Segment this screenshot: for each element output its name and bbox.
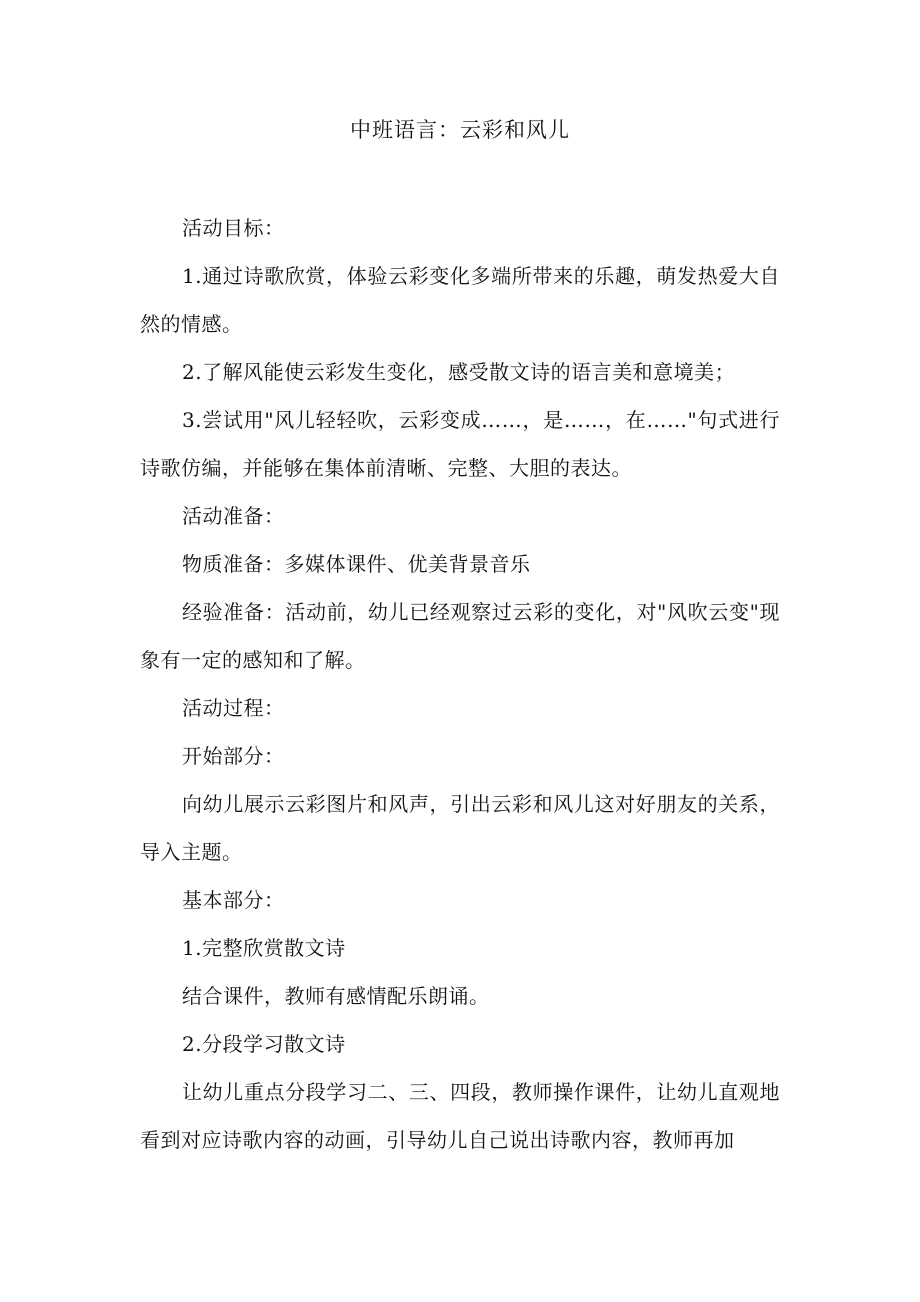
document-title: 中班语言：云彩和风儿	[350, 118, 570, 142]
experience-preparation: 经验准备：活动前，幼儿已经观察过云彩的变化，对"风吹云变"现象有一定的感知和了解。	[140, 600, 780, 672]
basic-step-2-text: 让幼儿重点分段学习二、三、四段，教师操作课件，让幼儿直观地看到对应诗歌内容的动画，引导幼儿自己说出诗歌内容，教师再加	[140, 1080, 780, 1152]
heading-activity-goals: 活动目标：	[182, 216, 285, 240]
goal-item-3: 3.尝试用"风儿轻轻吹，云彩变成……，是……，在……"句式进行诗歌仿编，并能够在集体前清晰、完整、大胆的表达。	[140, 408, 780, 480]
basic-step-1-text: 结合课件，教师有感情配乐朗诵。	[182, 984, 490, 1008]
document-body	[140, 204, 780, 1164]
heading-basic-part: 基本部分：	[182, 888, 285, 912]
opening-part-text: 向幼儿展示云彩图片和风声，引出云彩和风儿这对好朋友的关系，导入主题。	[140, 792, 780, 864]
heading-activity-process: 活动过程：	[182, 696, 285, 720]
heading-opening-part: 开始部分：	[182, 744, 285, 768]
heading-activity-preparation: 活动准备：	[182, 504, 285, 528]
basic-step-1-heading: 1.完整欣赏散文诗	[182, 936, 346, 960]
basic-step-2-heading: 2.分段学习散文诗	[182, 1032, 346, 1056]
goal-item-1: 1.通过诗歌欣赏，体验云彩变化多端所带来的乐趣，萌发热爱大自然的情感。	[140, 264, 780, 336]
goal-item-2: 2.了解风能使云彩发生变化，感受散文诗的语言美和意境美；	[182, 360, 736, 384]
material-preparation: 物质准备：多媒体课件、优美背景音乐	[182, 552, 531, 576]
